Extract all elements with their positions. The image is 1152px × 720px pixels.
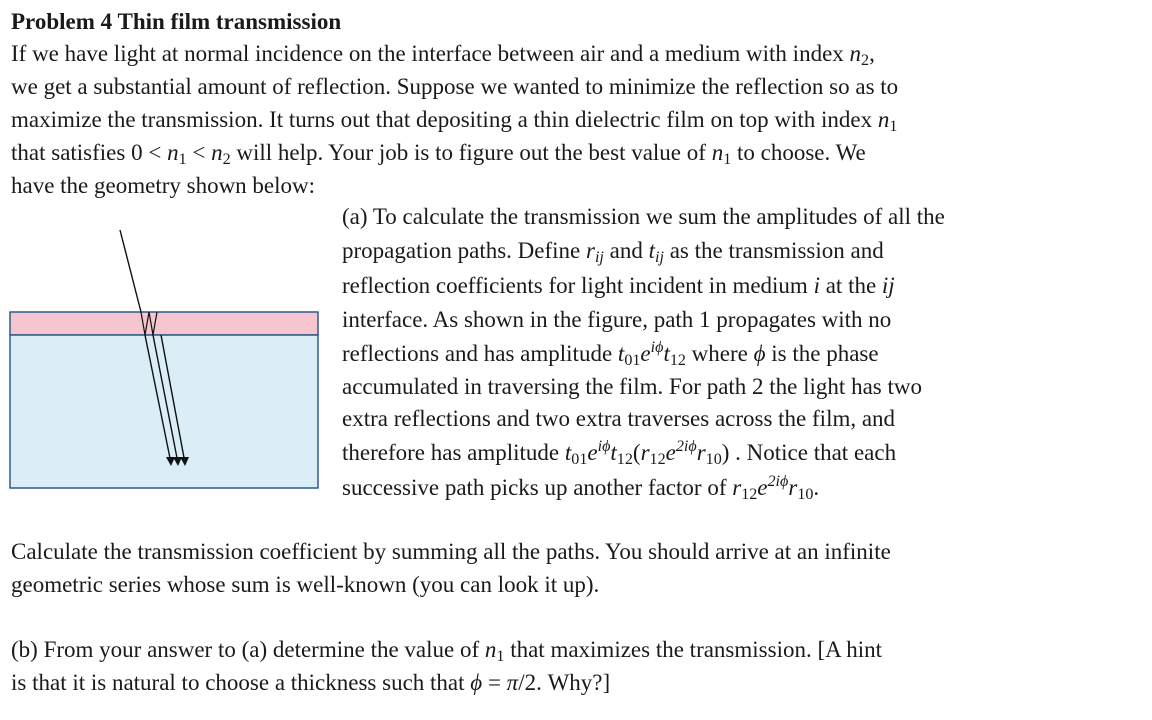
part-a-line-7: extra reflections and two extra traverses across the film, and <box>342 406 896 431</box>
part-a-line-2: propagation paths. Define $r_{ij}$ and $t_{ij}$ as the transmission and <box>342 238 884 267</box>
part-a-line-6: accumulated in traversing the film. For path 2 the light has two <box>342 374 922 399</box>
part-b-line-1: (b) From your answer to (a) determine the value of $n_1$ that maximizes the transmission. [A hint <box>11 637 882 666</box>
intro-line-4: that satisfies $0 < n_1 < n_2$ will help. Your job is to figure out the best value of $n_1$ to choose. We <box>11 140 866 169</box>
part-a-line-5: reflections and has amplitude $t_{01}e^{i\phi}t_{12}$ where ϕ is the phase <box>342 339 879 370</box>
part-a-line-4: interface. As shown in the figure, path 1 propagates with no <box>342 307 892 332</box>
part-a-line-8: therefore has amplitude $t_{01}e^{i\phi}t_{12}(r_{12}e^{2i\phi}r_{10})$ . Notice that each <box>342 438 897 469</box>
intro-line-5: have the geometry shown below: <box>11 173 316 198</box>
calc-line-2: geometric series whose sum is well-known (you can look it up). <box>11 572 600 597</box>
part-b-line-2: is that it is natural to choose a thickness such that ϕ = π/2. Why?] <box>11 670 611 695</box>
incident-ray <box>120 230 141 312</box>
part-a-line-1: (a) To calculate the transmission we sum the amplitudes of all the <box>342 204 945 229</box>
intro-line-3: maximize the transmission. It turns out that depositing a thin dielectric film on top with index $n_1$ <box>11 107 898 136</box>
film-layer <box>10 312 318 335</box>
intro-line-2: we get a substantial amount of reflection. Suppose we wanted to minimize the reflection so as to <box>11 74 899 99</box>
problem-title: Problem 4 Thin film transmission <box>11 9 342 34</box>
part-a-line-3: reflection coefficients for light incident in medium i at the ij <box>342 273 895 298</box>
intro-line-1: If we have light at normal incidence on the interface between air and a medium with index $n_2$, <box>11 41 875 70</box>
substrate-medium <box>10 335 318 488</box>
thin-film-figure <box>8 225 326 495</box>
calc-line-1: Calculate the transmission coefficient by summing all the paths. You should arrive at an infinite <box>11 539 891 564</box>
part-a-line-9: successive path picks up another factor of $r_{12}e^{2i\phi}r_{10}$. <box>342 473 820 504</box>
